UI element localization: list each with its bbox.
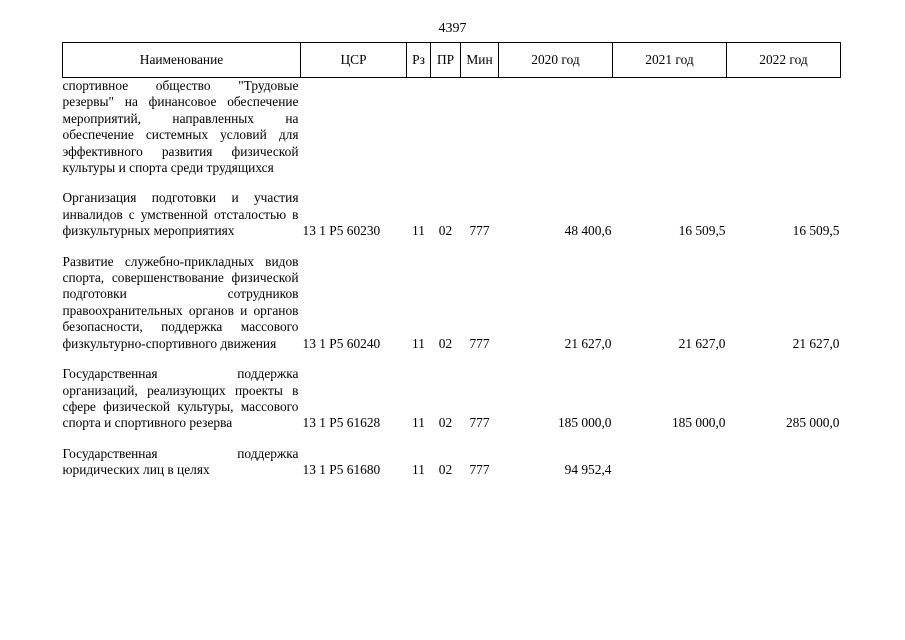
row-pr xyxy=(431,78,461,177)
row-2020 xyxy=(499,78,613,177)
header-2021: 2021 год xyxy=(613,43,727,78)
row-name: Организация подготовки и участия инвалидов с умственной отсталостью в физкультурных мероприятиях xyxy=(62,190,299,239)
row-min: 777 xyxy=(469,335,490,351)
header-2020: 2020 год xyxy=(499,43,613,78)
row-rz: 11 xyxy=(412,223,425,239)
row-2021 xyxy=(613,78,727,177)
row-rz: 11 xyxy=(412,415,425,431)
row-csr: 13 1 P5 61628 xyxy=(302,415,381,431)
row-rz: 11 xyxy=(412,335,425,351)
row-pr: 02 xyxy=(438,335,453,351)
row-name: Государственная поддержка юридических лиц в целях xyxy=(62,445,299,478)
row-2022 xyxy=(727,78,841,177)
row-csr xyxy=(301,78,407,177)
row-csr: 13 1 P5 60230 xyxy=(302,223,381,239)
budget-table xyxy=(62,42,841,479)
row-csr: 13 1 P5 61680 xyxy=(302,462,381,478)
row-pr: 02 xyxy=(438,415,453,431)
row-rz: 11 xyxy=(412,462,425,478)
row-2020: 21 627,0 xyxy=(564,335,612,351)
row-name: Государственная поддержка организаций, реализующих проекты в сфере физической культуры, массового спорта и спортивного резерва xyxy=(62,366,299,431)
header-2022: 2022 год xyxy=(727,43,841,78)
table-row xyxy=(63,254,841,352)
header-min: Мин xyxy=(461,43,499,78)
header-pr: ПР xyxy=(431,43,461,78)
table-row xyxy=(63,446,841,479)
row-min: 777 xyxy=(469,462,490,478)
table-row xyxy=(63,78,841,177)
row-name: спортивное общество "Трудовые резервы" на финансовое обеспечение мероприятий, направленных на обеспечение системных условий для эффективного развития физической культуры и спорта среди трудящихся xyxy=(62,78,299,176)
header-rz: Рз xyxy=(407,43,431,78)
row-2021: 16 509,5 xyxy=(678,223,726,239)
row-2021: 185 000,0 xyxy=(671,415,726,431)
row-2021: 21 627,0 xyxy=(678,335,726,351)
row-rz xyxy=(407,78,431,177)
row-pr: 02 xyxy=(438,223,453,239)
table-row xyxy=(63,366,841,432)
table-header xyxy=(63,43,841,78)
row-2022: 285 000,0 xyxy=(785,415,840,431)
header-csr: ЦСР xyxy=(301,43,407,78)
page-number: 4397 xyxy=(438,21,467,36)
row-pr: 02 xyxy=(438,462,453,478)
row-csr: 13 1 P5 60240 xyxy=(302,335,381,351)
header-name: Наименование xyxy=(63,43,301,78)
row-min: 777 xyxy=(469,223,490,239)
row-min: 777 xyxy=(469,415,490,431)
row-name: Развитие служебно-прикладных видов спорта, совершенствование физической подготовки сотрудников правоохранительных органов и органов безопасности, поддержка массового физкультурно-спортивного движения xyxy=(62,253,299,351)
row-2022: 21 627,0 xyxy=(792,335,840,351)
row-2020: 94 952,4 xyxy=(564,462,612,478)
table-row xyxy=(63,190,841,239)
row-min xyxy=(461,78,499,177)
row-2022 xyxy=(727,446,841,479)
row-2022: 16 509,5 xyxy=(792,223,840,239)
row-2021 xyxy=(613,446,727,479)
row-2020: 48 400,6 xyxy=(564,223,612,239)
row-2020: 185 000,0 xyxy=(557,415,612,431)
